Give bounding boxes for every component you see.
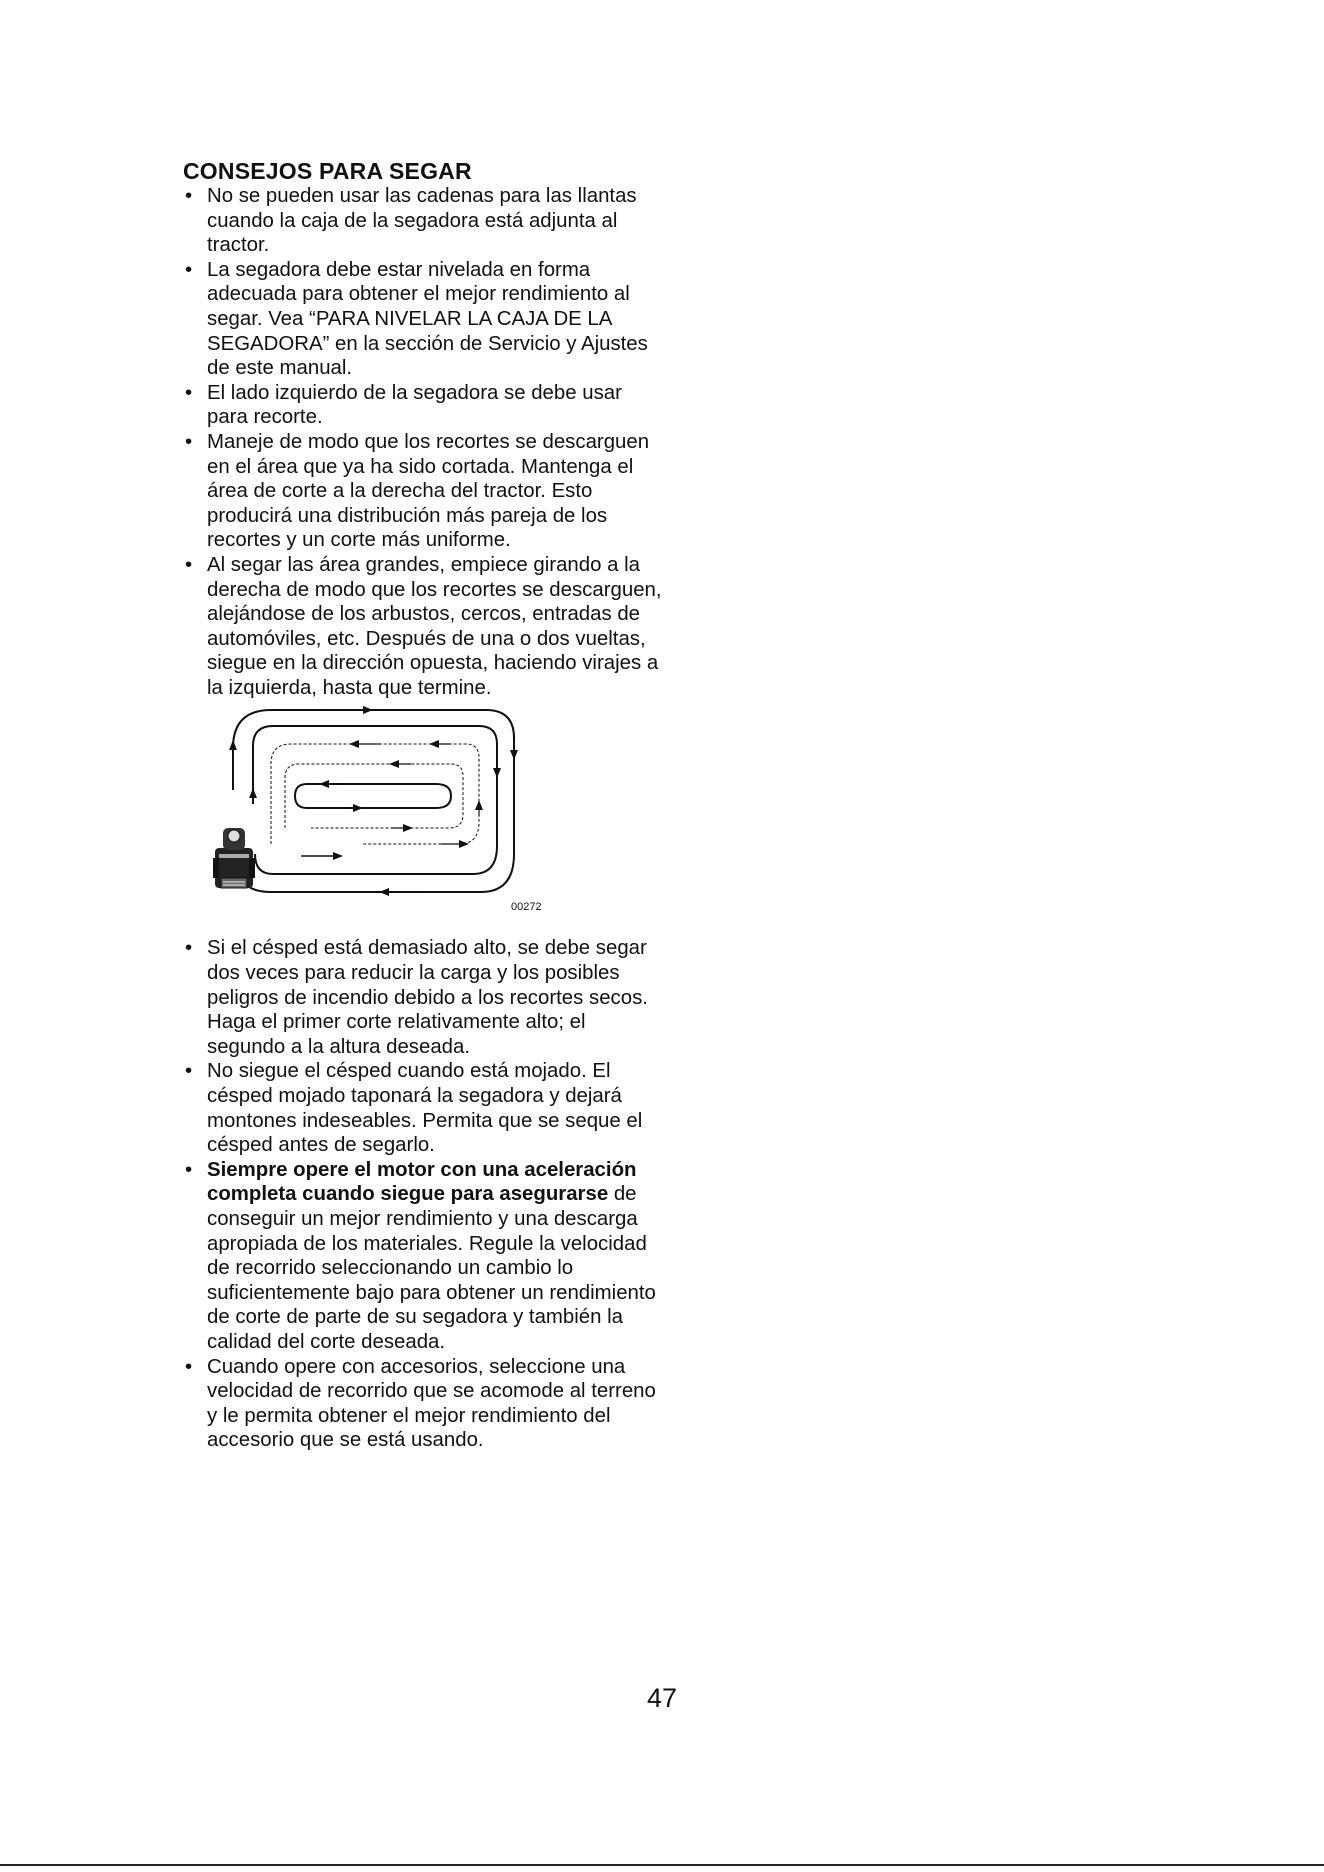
page-bottom-rule (0, 1864, 1324, 1866)
figure-code: 00272 (511, 901, 542, 914)
tip-item: • La segadora debe estar nivelada en forma adecuada para obtener el mejor rendimiento al segar. Vea “PARA NIVELAR LA CAJA DE LA SEGADORA” en la sección de Servicio y Ajustes de este manual. (183, 258, 663, 381)
tip-bold-lead: Siempre opere el motor con una aceleración completa cuando siegue para asegurarse (207, 1158, 637, 1206)
mowing-pattern-diagram (211, 704, 631, 924)
section-heading: CONSEJOS PARA SEGAR (183, 158, 472, 184)
tip-item: • No siegue el césped cuando está mojado. El césped mojado taponará la segadora y dejará montones indeseables. Permita que se seque el césped antes de segarlo. (183, 1059, 663, 1157)
second-path (253, 726, 497, 874)
tip-item: • El lado izquierdo de la segadora se debe usar para recorte. (183, 381, 663, 430)
mid-dashed-path (285, 764, 463, 828)
outer-path (233, 710, 514, 892)
lawn-tractor-icon (213, 828, 255, 888)
mowing-tips-section (183, 158, 663, 1453)
page-number: 47 (646, 1683, 678, 1713)
mowing-pattern-svg (211, 704, 631, 924)
tip-item: • Al segar las área grandes, empiece girando a la derecha de modo que los recortes se descarguen, alejándose de los arbustos, cercos, entradas de automóviles, etc. Después de una o dos vueltas, siegue en la dirección opuesta, haciendo virajes a la izquierda, hasta que termine. (183, 553, 663, 701)
tip-item: • Si el césped está demasiado alto, se debe segar dos veces para reducir la carga y los posibles peligros de incendio debido a los recortes secos. Haga el primer corte relativamente alto; el segundo a la altura deseada. (183, 936, 663, 1059)
tips-list-bottom (183, 936, 663, 1452)
innermost-path (295, 784, 451, 808)
tips-list-top (183, 184, 663, 700)
tip-bold-rest: de conseguir un mejor rendimiento y una descarga apropiada de los materiales. Regule la velocidad de recorrido seleccionando un cambio lo suficientemente bajo para obtener un rendimiento de corte de parte de su segadora y también la calidad del corte deseada. (207, 1183, 656, 1353)
inner-dashed-path (271, 744, 479, 844)
tip-item: • Cuando opere con accesorios, seleccione una velocidad de recorrido que se acomode al terreno y le permita obtener el mejor rendimiento del accesorio que se está usando. (183, 1355, 663, 1453)
tip-item: • Maneje de modo que los recortes se descarguen en el área que ya ha sido cortada. Mantenga el área de corte a la derecha del tractor. Esto producirá una distribución más pareja de los recortes y un corte más uniforme. (183, 430, 663, 553)
tip-item: • No se pueden usar las cadenas para las llantas cuando la caja de la segadora está adjunta al tractor. (183, 184, 663, 258)
tip-item-bold (183, 1158, 663, 1355)
